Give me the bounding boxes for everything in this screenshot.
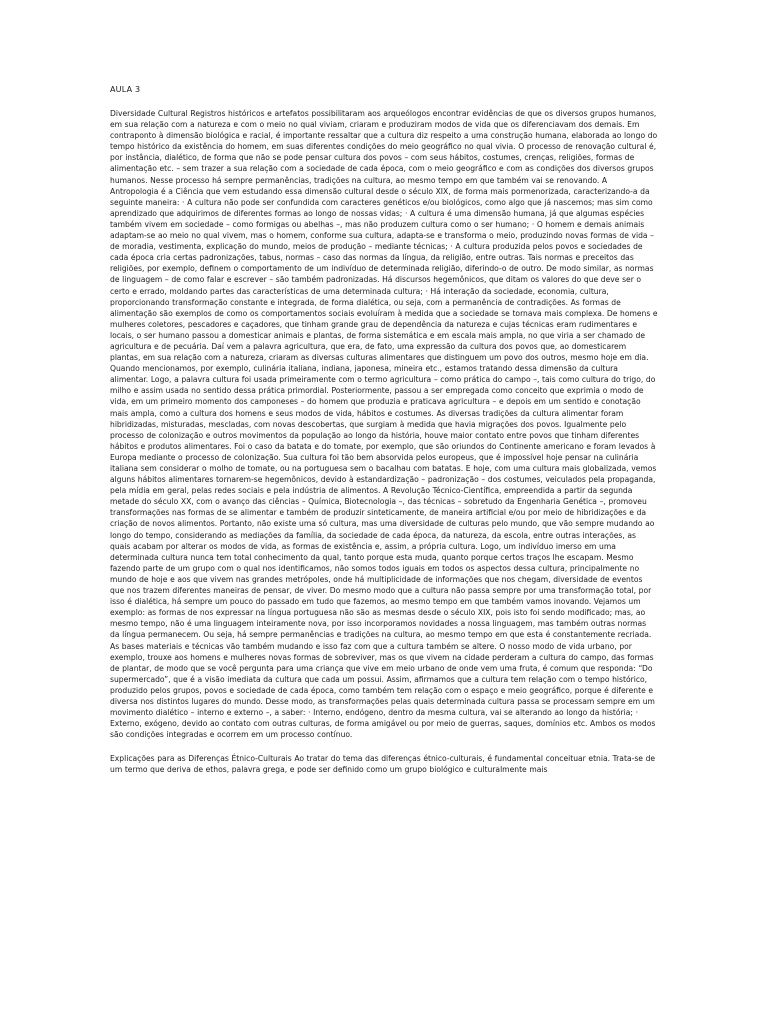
paragraph-ethnic-differences: Explicações para as Diferenças Étnico-Culturais Ao tratar do tema das diferenças étnico-culturais, é fundamental conceituar etnia. Trata-se de um termo que deriva de ethos, palavra grega, e pode ser definido como um grupo biológico e culturalmente mais: [110, 754, 656, 775]
document-heading: AULA 3: [110, 85, 141, 94]
document-body: [110, 84, 658, 776]
paragraph-cultural-diversity: Diversidade Cultural Registros históricos e artefatos possibilitaram aos arqueólogos encontrar evidências de que os diversos grupos humanos, em sua relação com a natureza e com o meio no qual viviam, criaram e produziram modos de vida que os diferenciavam dos demais. Em contraponto à dimensão biológica e racial, é importante ressaltar que a cultura diz respeito a uma construção humana, elaborada ao longo do tempo histórico da existência do homem, em suas diferentes condições do meio geográfico no qual vivia. O processo de renovação cultural é, por instância, dialético, de forma que não se pode pensar cultura dos povos – com seus hábitos, costumes, crenças, religiões, formas de alimentação etc. – sem trazer a sua relação com a sociedade de cada época, com o meio geográfico e com as condições dos diversos grupos humanos. Nesse processo há sempre permanências, tradições na cultura, ao mesmo tempo em que também vai se renovando. A Antropologia é a Ciência que vem estudando essa dimensão cultural desde o século XIX, de forma mais pormenorizada, caracterizando-a da seguinte maneira: · A cultura não pode ser confundida com caracteres genéticos e/ou biológicos, como algo que já nascemos; mas sim como aprendizado que adquirimos de diferentes formas ao longo de nossas vidas; · A cultura é uma dimensão humana, já que algumas espécies também vivem em sociedade – como formigas ou abelhas –, mas não produzem cultura como o ser humano; · O homem e demais animais adaptam-se ao meio no qual vivem, mas o homem, conforme sua cultura, adapta-se e transforma o meio, produzindo novas formas de vida – de moradia, vestimenta, explicação do mundo, meios de produção – mediante técnicas; · A cultura produzida pelos povos e sociedades de cada época cria certas padronizações, tabus, normas – caso das normas da língua, da religião, entre outras. Tais normas e preceitos das religiões, por exemplo, definem o comportamento de um indivíduo de determinada religião, diferindo-o de outro. De modo similar, as normas de linguagem – de como falar e escrever – são também padronizadas. Há discursos hegemônicos, que ditam os valores do que deve ser o certo e errado, moldando partes das características de uma determinada cultura; · Há interação da sociedade, economia, cultura, proporcionando transformação constante e integrada, de forma dialética, ou seja, com a permanência de contradições. As formas de alimentação são exemplos de como os comportamentos sociais evoluíram à medida que a sociedade se tornava mais complexa. De homens e mulheres coletores, pescadores e caçadores, que tinham grande grau de dependência da natureza e cujas técnicas eram rudimentares e locais, o ser humano passou a domesticar animais e plantas, de forma sistemática e em escala mais ampla, no que viria a ser chamado de agricultura e de pecuária. Daí vem a palavra agricultura, que era, de fato, uma expressão da cultura dos povos que, ao domesticarem plantas, em sua relação com a natureza, criaram as diversas culturas alimentares que distinguem um povo dos outros, mesmo hoje em dia. Quando mencionamos, por exemplo, culinária italiana, indiana, japonesa, mineira etc., estamos tratando dessa dimensão da cultura alimentar. Logo, a palavra cultura foi usada primeiramente com o termo agricultura – como prática do campo –, tais como cultura do trigo, do milho e assim usada no sentido dessa prática primordial. Posteriormente, passou a ser empregada como conceito que exprimia o modo de vida, em um primeiro momento dos camponeses – do homem que produzia e praticava agricultura – e depois em um sentido e conotação mais ampla, como a cultura dos homens e seus modos de vida, hábitos e costumes. As diversas tradições da cultura alimentar foram hibridizadas, misturadas, mescladas, com novas descobertas, que surgiam à medida que havia migrações dos povos. Igualmente pelo processo de colonização e outros movimentos da população ao longo da história, houve maior contato entre povos que tinham diferentes hábitos e produtos alimentares. Foi o caso da batata e do tomate, por exemplo, que são oriundos do Continente americano e foram levados à Europa mediante o processo de colonização. Sua cultura foi tão bem absorvida pelos europeus, que é impossível hoje pensar na culinária italiana sem considerar o molho de tomate, ou na portuguesa sem o bacalhau com batatas. E hoje, com uma cultura mais globalizada, vemos alguns hábitos alimentares tornarem-se hegemônicos, devido à estandardização – padronização – dos costumes, veiculados pela propaganda, pela mídia em geral, pelas redes sociais e pela indústria de alimentos. A Revolução Técnico-Científica, empreendida a partir da segunda metade do século XX, com o avanço das ciências – Química, Biotecnologia –, das técnicas – sobretudo da Engenharia Genética –, promoveu transformações nas formas de se alimentar e também de produzir sinteticamente, de maneira artificial e/ou por meio de hibridizações e da criação de novos alimentos. Portanto, não existe uma só cultura, mas uma diversidade de culturas pelo mundo, que vão sempre mudando ao longo do tempo, considerando as mediações da família, da sociedade de cada época, da natureza, da escola, entre outras interações, as quais acabam por alterar os modos de vida, as formas de existência e, assim, a própria cultura. Logo, um indivíduo imerso em uma determinada cultura nunca tem total conhecimento da qual, tanto porque esta muda, quanto porque certos traços lhe escapam. Mesmo fazendo parte de um grupo com o qual nos identificamos, não somos todos iguais em todos os aspectos dessa cultura, principalmente no mundo de hoje e aos que vivem nas grandes metrópoles, onde há multiplicidade de informações que nos chegam, diversidade de eventos que nos trazem diferentes maneiras de pensar, de viver. Do mesmo modo que a cultura não passa sempre por uma transformação total, por isso é dialética, há sempre um pouco do passado em tudo que fazemos, ao mesmo tempo em que também vamos inovando. Vejamos um exemplo: as formas de nos expressar na língua portuguesa não são as mesmas desde o século XIX, pois isto foi sendo modificado; mas, ao mesmo tempo, não é uma linguagem inteiramente nova, por isso incorporamos novidades a nossa linguagem, mas também outras normas da língua permanecem. Ou seja, há sempre permanências e tradições na cultura, ao mesmo tempo em que esta é constantemente recriada. As bases materiais e técnicas vão também mudando e isso faz com que a cultura também se altere. O nosso modo de vida urbano, por exemplo, trouxe aos homens e mulheres novas formas de sobreviver, mas os que vivem na cidade perderam a cultura do campo, das formas de plantar, de modo que se você pergunta para uma criança que vive em meio urbano de onde vem uma fruta, é comum que responda: “Do supermercado”, que é a visão imediata da cultura que cada um possui. Assim, afirmamos que a cultura tem relação com o tempo histórico, produzido pelos grupos, povos e sociedade de cada época, como também tem relação com o espaço e meio geográfico, porque é diferente e diversa nos distintos lugares do mundo. Desse modo, as transformações pelas quais determinada cultura passa se processam sempre em um movimento dialético – interno e externo –, a saber: · Interno, endógeno, dentro da mesma cultura, vai se alterando ao longo da história; · Externo, exógeno, devido ao contato com outras culturas, de forma amigável ou por meio de guerras, saques, domínios etc. Ambos os modos são condições integradas e ocorrem em um processo contínuo.: [110, 109, 658, 740]
